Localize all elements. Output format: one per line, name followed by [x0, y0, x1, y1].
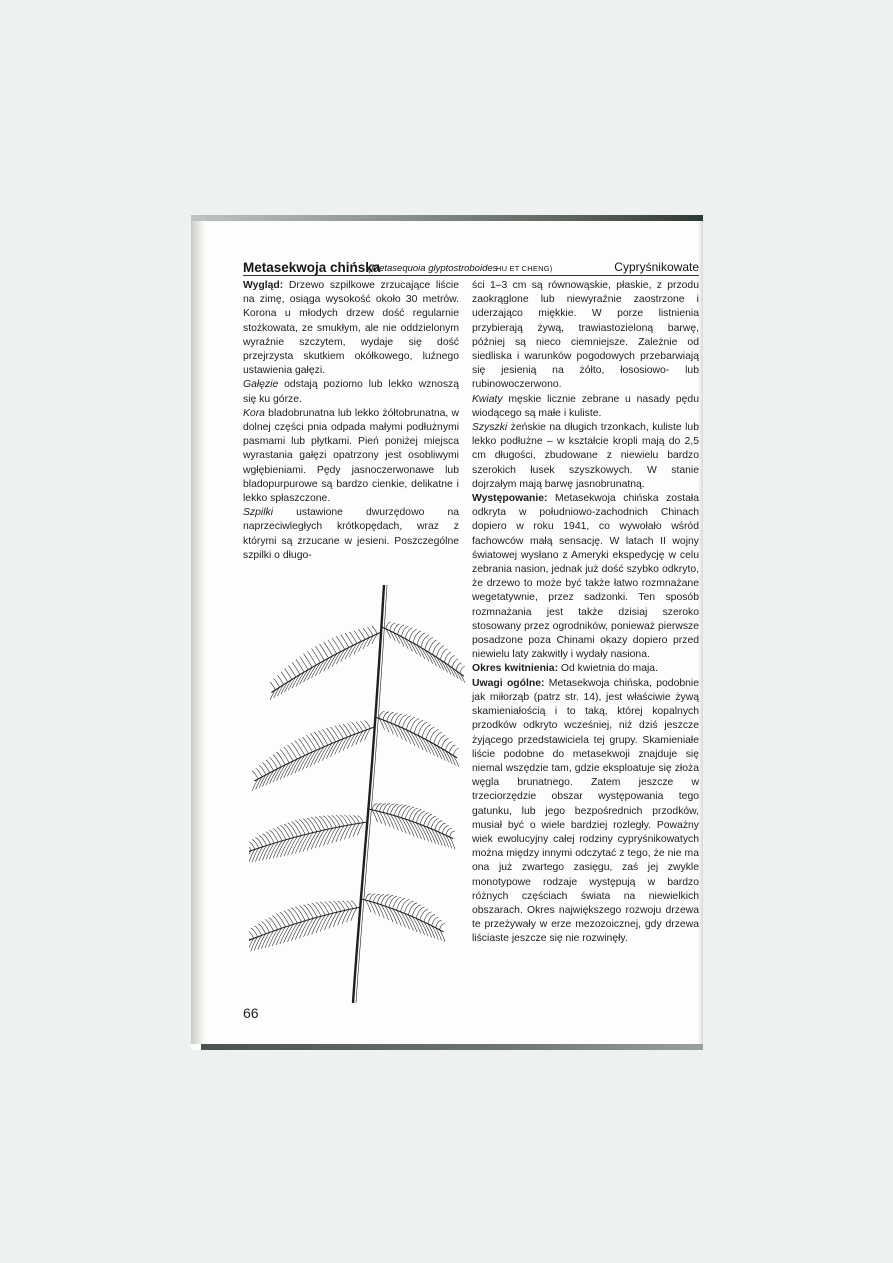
branches-label: Gałęzie	[243, 379, 279, 391]
appearance-text: Drzewo szpilkowe zrzucające liście na zimę, osiąga wysokość około 30 metrów. Korona u młodych drzew dość regularnie stożkowata, ze smukłym, ale nie oddzielonym wyraźnie szczytem, wydaje się dość przejrzysta skutkiem okółkowego, luźnego ustawienia gałęzi.	[243, 280, 459, 377]
twig-right-3-axis	[368, 809, 453, 839]
page-top-edge	[191, 215, 703, 221]
page-binding-shadow	[191, 221, 205, 1044]
occurrence-text: Metasekwoja chińska została odkryta w południowo-zachodnich Chinach dopiero w roku 1941, co wywołało wśród fachowców małą sensację. W latach II wojny światowej wysłano z Ameryki ekspedycję w celu zebrania nasion, jednak już dość szybko odkryto, że drzewo to może być także łatwo rozmnażane wegetatywnie, przez sadzonki. Ten sposób rozmnażania jest także dzisiaj szeroko stosowany przez ogrodników, ponieważ pierwsze posadzone poza Chinami okazy dopiero przed niewielu laty zakwitły i wydały nasiona.	[472, 493, 699, 661]
flowering-period-text: Od kwietnia do maja.	[558, 663, 658, 675]
twig-left-2-needles	[252, 721, 370, 791]
appearance-label: Wygląd:	[243, 280, 284, 291]
bark-label: Kora	[243, 407, 265, 419]
twig-right-4-needles	[365, 894, 445, 942]
occurrence-paragraph	[472, 492, 699, 662]
left-text-column	[243, 279, 459, 563]
main-stem-outline	[356, 585, 387, 1003]
branches-paragraph	[243, 378, 459, 406]
needles-label: Szpilki	[243, 507, 274, 519]
flowering-period-label: Okres kwitnienia:	[472, 663, 559, 675]
appearance-paragraph	[243, 279, 459, 378]
flowers-label: Kwiaty	[472, 393, 503, 405]
needles-continued-paragraph	[472, 279, 699, 393]
general-notes-text: Metasekwoja chińska, podobnie jak miłorząb (patrz str. 14), jest właściwie żywą skamieniałością i to taką, której kopalnych przodków odkryto wcześniej, niż dziś jeszcze żyjącego przedstawiciela tej grupy. Skamieniałe liście podobne do metasekwoji znajduje się niemal wszędzie tam, gdzie eksploatuje się złoża węgla brunatnego. Zatem jeszcze w trzeciorzędzie obszar występowania tego gatunku, lub jego bezpośrednich przodków, musiał być o wiele bardziej rozległy. Poważny wiek ewolucyjny całej rodziny cypryśnikowatych można między innymi odczytać z tego, że nie ma ona już zwartego zasięgu, zaś jej zwykle monotypowe rodzaje występują w bardzo różnych częściach świata na niewielkich obszarach. Okres największego rozwoju drzewa te przeżywały w erze mezozoicznej, gdy drzewa liściaste jeszcze się nie rozwinęły.	[472, 677, 699, 945]
twig-left-1-needles	[270, 626, 377, 700]
main-stem	[353, 585, 384, 1003]
scientific-name: (Metasequoia glyptostroboides	[368, 263, 498, 274]
family-name: Cypryśnikowate	[614, 260, 699, 274]
twig-left-1-axis	[271, 632, 381, 693]
needles-text: ustawione dwurzędowo na naprzeciwległych krótkopędach, wraz z którymi są zrzucane w jesieni. Poszczególne szpilki o długo-	[243, 507, 459, 561]
needles-paragraph	[243, 506, 459, 563]
header-rule	[243, 275, 699, 276]
needles-continued-text: ści 1–3 cm są równowąskie, płaskie, z przodu zaokrąglone lub niewyraźnie zaostrzone i uderzająco miękkie. W porze listnienia przybierają żywą, trawiastozieloną barwę, później są nieco ciemniejsze. Zależnie od siedliska i warunków pogodowych przebarwiają się jesienią na żółto, łososiowo- lub rubinowoczerwono.	[472, 280, 699, 391]
twig-left-3-needles	[249, 815, 363, 863]
metasequoia-branch-illustration	[249, 577, 467, 1005]
cones-paragraph	[472, 421, 699, 492]
twig-right-1-needles	[386, 622, 465, 683]
bark-paragraph	[243, 407, 459, 506]
page-number: 66	[243, 1005, 259, 1021]
twig-left-4-needles	[249, 901, 357, 953]
twig-right-2-axis	[375, 717, 457, 758]
right-text-column	[472, 279, 699, 947]
page-bottom-edge	[201, 1044, 703, 1050]
cones-label: Szyszki	[472, 422, 508, 434]
branches-text: odstają poziomo lub lekko wznoszą się ku górze.	[243, 379, 459, 405]
bark-text: bladobrunatna lub lekko żółtobrunatna, w dolnej części pnia odpada małymi podłużnymi pasmami lub płytkami. Pień poniżej miejsca wyrastania gałęzi opatrzony jest osobliwymi wgłębieniami. Pędy jasnoczerwonawe lub bladopurpurowe są bardzo cienkie, delikatne i lekko spłaszczone.	[243, 407, 459, 505]
general-notes-label: Uwagi ogólne:	[472, 677, 545, 689]
twig-right-2-needles	[379, 711, 459, 766]
occurrence-label: Występowanie:	[472, 493, 548, 505]
twig-right-4-axis	[361, 899, 443, 932]
cones-text: żeńskie na długich trzonkach, kuliste lub lekko podłużne – w kształcie kropli mają do 2,5 cm długości, zbudowane z niewielu bardzo szerokich łusek szyszkowych. W stanie dojrzałym mają barwę jasnobrunatną.	[472, 422, 699, 490]
page-header	[243, 257, 699, 275]
twig-right-3-needles	[372, 804, 455, 850]
species-author: HU ET CHENG)	[496, 264, 553, 273]
flowers-paragraph	[472, 393, 699, 421]
general-notes-paragraph	[472, 677, 699, 947]
flowering-period-paragraph	[472, 662, 699, 676]
species-title: Metasekwoja chińska	[243, 260, 381, 275]
scanned-book-page	[191, 215, 703, 1050]
flowers-text: męskie licznie zebrane u nasady pędu wiodącego są małe i kuliste.	[472, 393, 699, 419]
